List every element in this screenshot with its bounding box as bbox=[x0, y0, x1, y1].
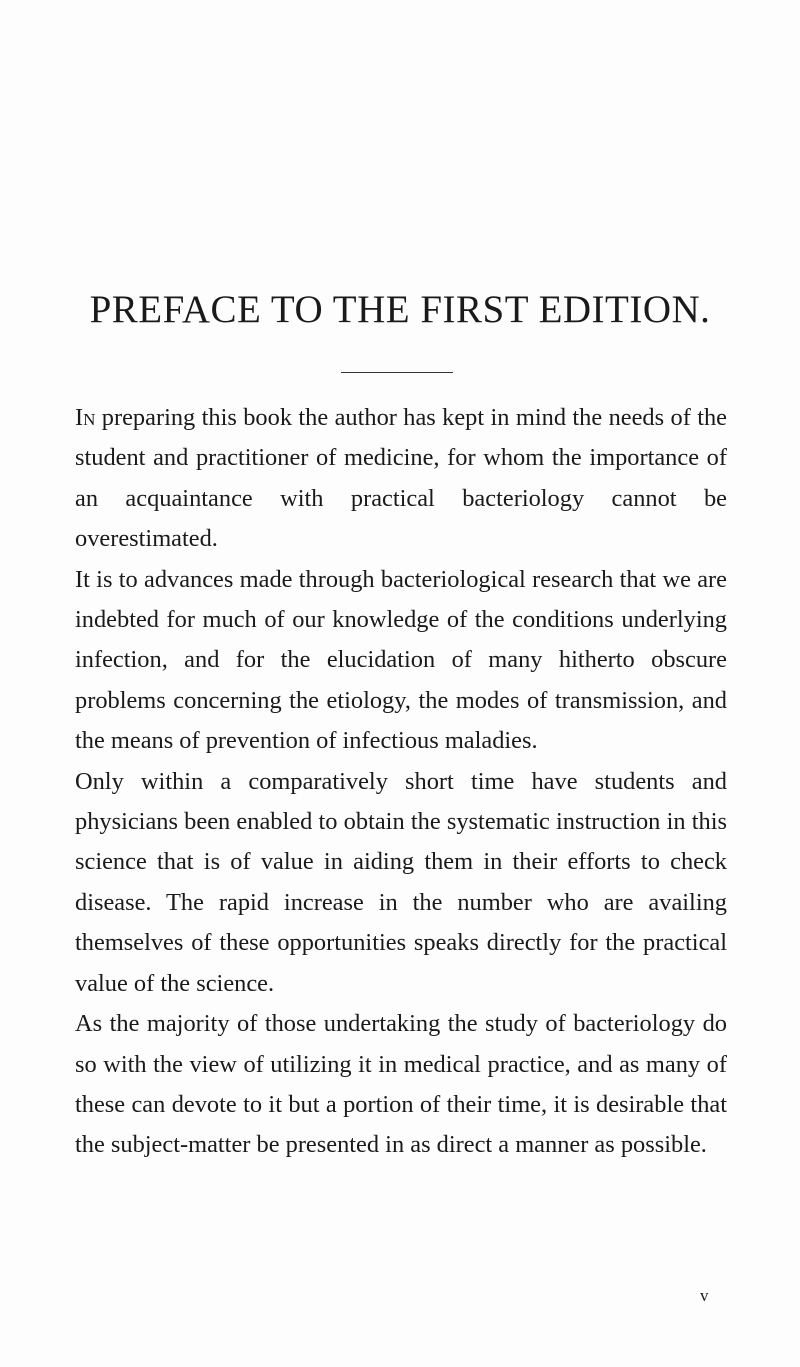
page-title: PREFACE TO THE FIRST EDITION. bbox=[89, 288, 711, 331]
paragraph-1-lead: In bbox=[75, 404, 96, 431]
paragraph-1 bbox=[75, 398, 727, 560]
paragraph-4: As the majority of those undertaking the study of bacteriology do so with the view of utilizing it in medical practice, and as many of these can devote to it but a portion of their time, it is desirable that the subject-matter be presented in as direct a manner as possible. bbox=[75, 1010, 727, 1159]
title-divider bbox=[341, 372, 453, 373]
paragraph-2: It is to advances made through bacteriological research that we are indebted for much of our knowledge of the conditions underlying infection, and for the elucidation of many hitherto obscure problems concerning the etiology, the modes of transmission, and the means of prevention of infectious maladies. bbox=[75, 565, 727, 755]
page-number: v bbox=[700, 1286, 709, 1305]
preface-body bbox=[75, 398, 727, 1166]
paragraph-1-text: preparing this book the author has kept in mind the needs of the student and practitioner of medicine, for whom the importance of an acquaintance with practical bacteriology cannot be overestimated. bbox=[75, 404, 727, 553]
paragraph-3: Only within a comparatively short time have students and physicians been enabled to obtain the systematic instruction in this science that is of value in aiding them in their efforts to check disease. The rapid increase in the number who are availing themselves of these opportunities speaks directly for the practical value of the science. bbox=[75, 767, 727, 997]
